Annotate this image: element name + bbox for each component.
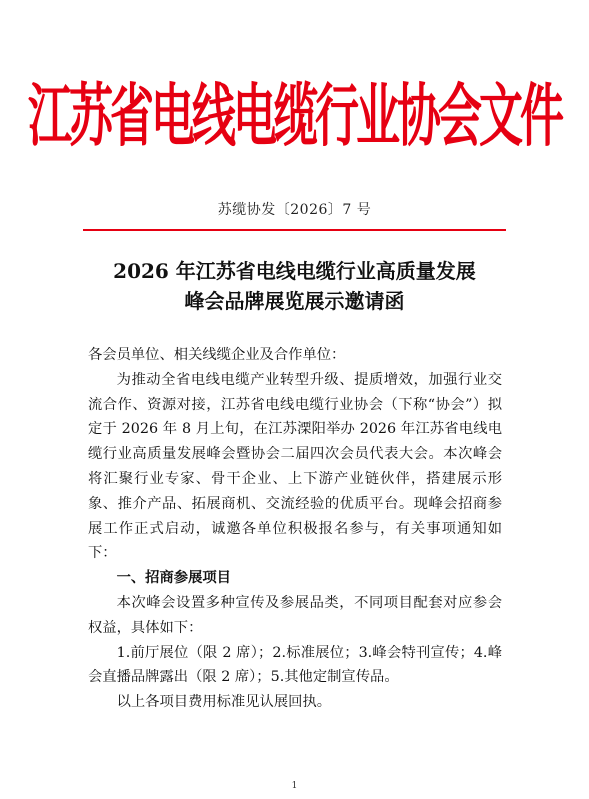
section-heading: 一、招商参展项目 (116, 570, 231, 587)
section-paragraph-1: 本次峰会设置多种宣传及参展品类，不同项目配套对应参会权益，具体如下： (88, 594, 502, 636)
title-line-2: 峰会品牌展览展示邀请函 (184, 289, 405, 313)
section-paragraph-2: 以上各项目费用标准见认展回执。 (116, 694, 332, 711)
masthead-title: 江苏省电线电缆行业协会文件 (28, 77, 561, 157)
project-items: 1.前厅展位（限 2 席）；2.标准展位；3.峰会特刊宣传；4.峰会直播品牌露出（限 2 席）；5.其他定制宣传品。 (88, 644, 502, 686)
page-number: 1 (291, 781, 298, 791)
document-title (0, 256, 589, 316)
document-body (88, 343, 502, 715)
red-divider-line (83, 229, 506, 231)
salutation: 各会员单位、相关线缆企业及合作单位： (88, 347, 346, 363)
intro-paragraph: 为推动全省电线电缆产业转型升级、提质增效，加强行业交流合作、资源对接，江苏省电线电缆行业协会（下称“协会”）拟定于 2026 年 8 月上旬，在江苏溧阳举办 2026 年江苏省电线电缆行业高质量发展峰会暨协会二届四次会员代表大会。本次峰会将汇聚行业专家、骨干企业、上下游产业链伙伴，搭建展示形象、推介产品、拓展商机、交流经验的优质平台。现峰会招商参展工作正式启动，诚邀各单位积极报名参与，有关事项通知如下： (88, 371, 502, 562)
document-number: 苏缆协发〔2026〕7 号 (217, 202, 372, 218)
title-line-1: 2026 年江苏省电线电缆行业高质量发展 (113, 259, 476, 283)
